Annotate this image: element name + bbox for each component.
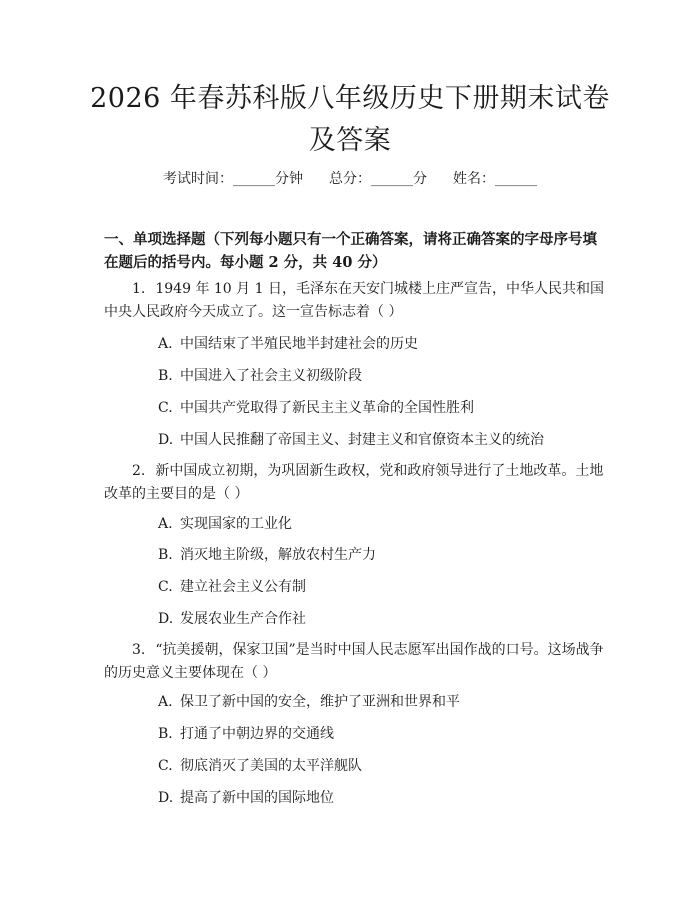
option-text: 消灭地主阶级，解放农村生产力 [180,547,376,563]
option-letter: A. [158,694,173,710]
question-number: 2. [132,463,146,479]
option-3c [158,756,608,776]
question-number: 3. [132,642,146,658]
student-name-field: 姓名：______ [453,171,537,187]
option-2a [158,514,608,534]
option-3a [158,692,608,712]
option-text: 实现国家的工业化 [180,516,292,532]
option-letter: D. [158,432,174,448]
option-text: 中国进入了社会主义初级阶段 [180,368,362,384]
total-score-field: 总分：______分 [329,171,427,187]
option-3b [158,724,608,744]
exam-time-field: 考试时间：______分钟 [163,171,303,187]
option-1c [158,398,608,418]
question-text: “抗美援朝，保家卫国”是当时中国人民志愿军出国作战的口号。这场战争的历史意义主要体现在（ ） [104,642,604,681]
question-2 [104,460,604,506]
exam-meta [0,168,700,188]
option-text: 中国结束了半殖民地半封建社会的历史 [180,336,418,352]
option-letter: B. [158,547,173,563]
option-letter: C. [158,758,173,774]
exam-title: 2026 年春苏科版八年级历史下册期末试卷及答案 [90,83,610,156]
option-3d [158,788,608,808]
option-text: 中国人民推翻了帝国主义、封建主义和官僚资本主义的统治 [180,432,544,448]
option-2d [158,609,608,629]
option-1d [158,430,608,450]
option-2b [158,545,608,565]
question-number: 1. [132,281,146,297]
option-letter: D. [158,790,174,806]
question-text: 1949 年 10 月 1 日，毛泽东在天安门城楼上庄严宣告，中华人民共和国中央人民政府今天成立了。这一宣告标志着（ ） [104,281,604,320]
option-letter: D. [158,611,174,627]
option-text: 中国共产党取得了新民主主义革命的全国性胜利 [180,400,474,416]
question-1 [104,278,604,324]
option-text: 彻底消灭了美国的太平洋舰队 [180,758,362,774]
option-letter: B. [158,368,173,384]
option-2c [158,577,608,597]
question-3 [104,639,604,685]
option-1a [158,334,608,354]
option-text: 发展农业生产合作社 [180,611,306,627]
option-letter: A. [158,516,173,532]
option-letter: C. [158,400,173,416]
section-heading: 一、单项选择题（下列每小题只有一个正确答案，请将正确答案的字母序号填在题后的括号内。每小题 2 分，共 40 分） [104,231,597,271]
option-letter: C. [158,579,173,595]
option-text: 保卫了新中国的安全，维护了亚洲和世界和平 [180,694,460,710]
option-text: 打通了中朝边界的交通线 [180,726,334,742]
option-text: 建立社会主义公有制 [180,579,306,595]
option-letter: B. [158,726,173,742]
option-1b [158,366,608,386]
option-text: 提高了新中国的国际地位 [180,790,334,806]
option-letter: A. [158,336,173,352]
question-text: 新中国成立初期，为巩固新生政权，党和政府领导进行了土地改革。土地改革的主要目的是（ ） [104,463,604,502]
